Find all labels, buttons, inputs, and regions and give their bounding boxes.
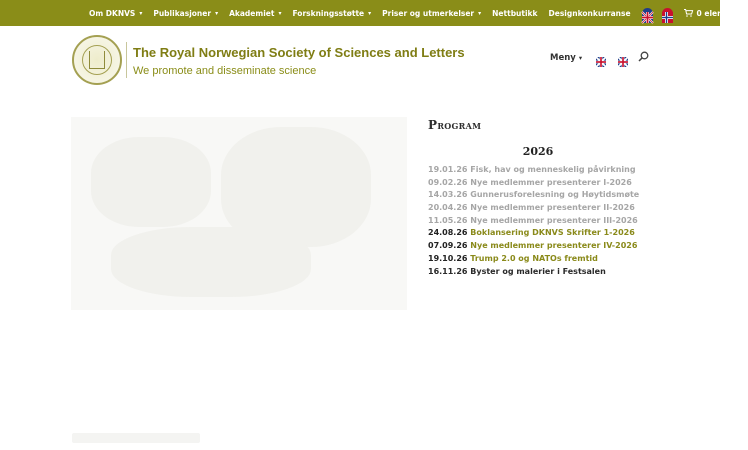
event-item[interactable]	[428, 253, 639, 266]
event-title: Nye medlemmer presenterer IV-2026	[470, 241, 638, 251]
nav-designkonkurranse[interactable]	[549, 9, 631, 18]
nav-label: Nettbutikk	[492, 8, 538, 18]
event-title: Nye medlemmer presenterer I-2026	[470, 177, 632, 187]
uk-flag-icon-alt[interactable]	[618, 52, 628, 62]
event-title: Byster og malerier i Festsalen	[470, 266, 606, 276]
event-item[interactable]	[428, 164, 639, 177]
event-title: Trump 2.0 og NATOs fremtid	[470, 253, 598, 263]
event-item[interactable]	[428, 266, 639, 279]
event-item[interactable]	[428, 177, 639, 190]
chevron-down-icon: ▾	[478, 9, 482, 17]
nav-label: Designkonkurranse	[548, 8, 631, 18]
program-year: 2026	[522, 145, 554, 158]
nav-priser[interactable]	[382, 9, 481, 18]
nav-label: Om DKNVS	[89, 8, 136, 18]
uk-flag-icon[interactable]	[596, 52, 606, 62]
nav-label: Publikasjoner	[153, 8, 212, 18]
chevron-down-icon: ▾	[139, 9, 143, 17]
chevron-down-icon: ▾	[278, 9, 282, 17]
chevron-down-icon: ▾	[578, 54, 583, 62]
nav-label: Akademiet	[229, 8, 275, 18]
uk-flag-icon[interactable]	[642, 8, 653, 19]
event-title: Fisk, hav og menneskelig påvirkning	[470, 165, 636, 174]
event-item[interactable]	[428, 189, 639, 202]
event-date: 19.01.26	[428, 165, 468, 174]
faded-footer-text	[72, 433, 200, 443]
site-tagline: We promote and disseminate science	[133, 65, 317, 77]
event-date: 11.05.26	[428, 215, 468, 225]
menu-label: Meny	[550, 53, 576, 63]
norway-flag-icon[interactable]	[662, 8, 673, 19]
nav-akademiet[interactable]	[229, 9, 281, 18]
event-title: Gunnerusforelesning og Høytidsmøte	[470, 190, 640, 200]
event-title: Boklansering DKNVS Skrifter 1-2026	[470, 228, 635, 238]
cart-label: 0 elementer	[696, 8, 748, 18]
nav-om-dknvs[interactable]	[89, 9, 142, 18]
hero-image	[71, 117, 407, 310]
nav-forskningsstotte[interactable]	[292, 9, 371, 18]
nav-label: Forskningsstøtte	[292, 8, 365, 18]
cart-icon	[684, 9, 693, 17]
cart-link[interactable]	[684, 9, 748, 18]
menu-button[interactable]	[550, 53, 582, 63]
event-item[interactable]	[428, 202, 639, 215]
society-logo[interactable]	[72, 35, 122, 85]
program-heading: Program	[428, 118, 482, 132]
event-item[interactable]	[428, 240, 639, 253]
event-date: 14.03.26	[428, 190, 468, 200]
event-title: Nye medlemmer presenterer II-2026	[470, 203, 635, 213]
nav-label: Priser og utmerkelser	[382, 8, 475, 18]
site-title[interactable]: The Royal Norwegian Society of Sciences and Letters	[133, 45, 465, 60]
event-item[interactable]	[428, 215, 639, 228]
event-date: 16.11.26	[428, 266, 468, 276]
nav-publikasjoner[interactable]	[153, 9, 218, 18]
program-event-list	[428, 164, 639, 278]
event-date: 09.02.26	[428, 177, 468, 187]
header-divider	[126, 42, 127, 78]
event-date: 20.04.26	[428, 203, 468, 213]
nav-nettbutikk[interactable]	[492, 9, 537, 18]
chevron-down-icon: ▾	[215, 9, 219, 17]
event-date: 19.10.26	[428, 253, 468, 263]
top-bar	[0, 0, 748, 26]
top-nav	[89, 0, 748, 26]
event-date: 07.09.26	[428, 241, 468, 251]
logo-building	[89, 51, 105, 69]
event-title: Nye medlemmer presenterer III-2026	[470, 215, 638, 225]
search-icon[interactable]	[638, 51, 649, 62]
chevron-down-icon: ▾	[368, 9, 372, 17]
event-item[interactable]	[428, 227, 639, 240]
event-date: 24.08.26	[428, 228, 468, 238]
